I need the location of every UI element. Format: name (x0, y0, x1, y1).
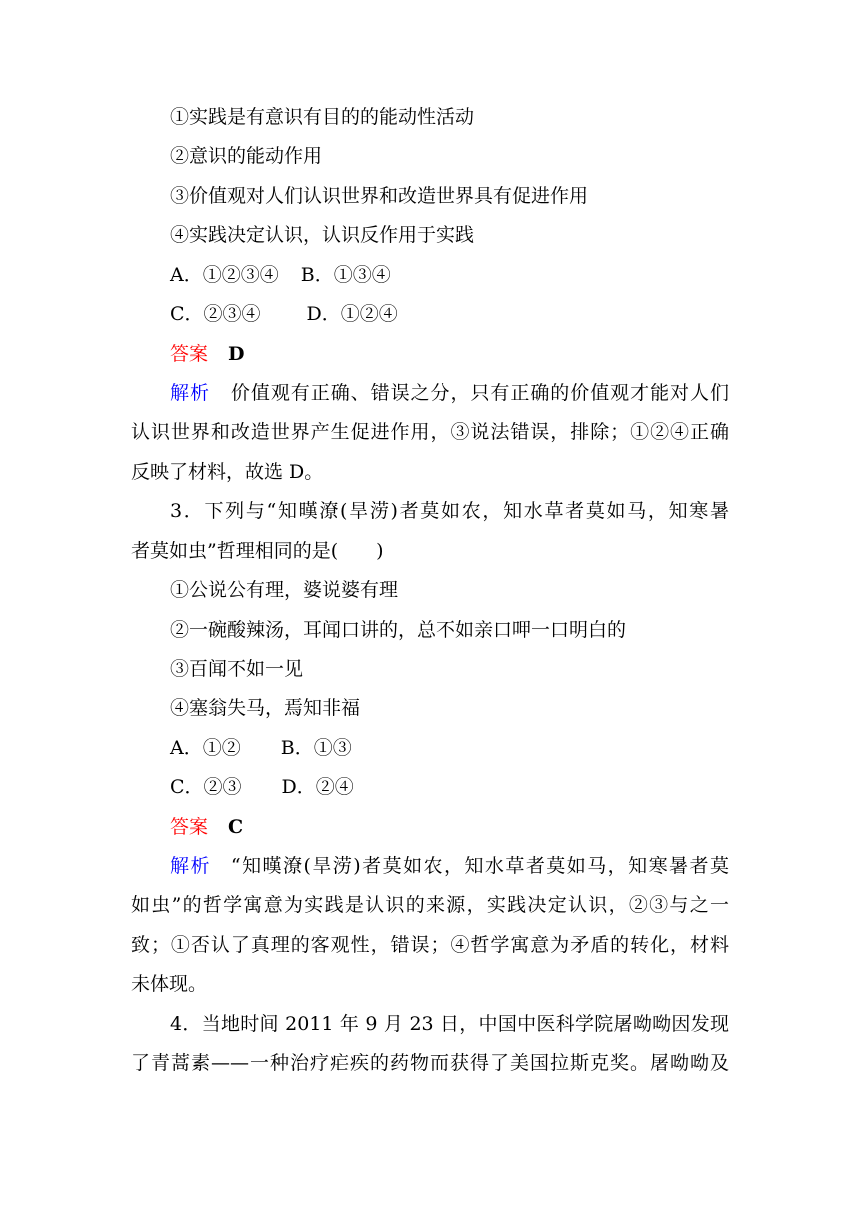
q2-options-row-2 (170, 302, 398, 326)
q2-item-3: ③价值观对人们认识世界和改造世界具有促进作用 (170, 185, 589, 207)
q3-options-row-1 (170, 736, 352, 760)
q2-option-d: D．①②④ (306, 303, 398, 325)
q3-answer-value: C (228, 816, 244, 838)
q3-item-2: ②一碗酸辣汤，耳闻口讲的，总不如亲口呷一口明白的 (170, 619, 627, 641)
q2-item-1: ①实践是有意识有目的的能动性活动 (170, 106, 475, 128)
q3-analysis-label: 解析 (170, 855, 211, 877)
q2-answer-label: 答案 (170, 343, 209, 365)
q3-item-4: ④塞翁失马，焉知非福 (170, 697, 361, 719)
q3-analysis-line-4: 未体现。 (131, 973, 208, 995)
q2-answer-line (170, 342, 245, 366)
q2-options-row-1 (170, 263, 391, 287)
q4-stem-line-2: 了青蒿素——一种治疗疟疾的药物而获得了美国拉斯克奖。屠呦呦及 (131, 1052, 729, 1074)
q2-analysis-label: 解析 (170, 382, 210, 404)
q3-answer-label: 答案 (170, 816, 209, 838)
q3-analysis-line-3: 致；①否认了真理的客观性，错误；④哲学寓意为矛盾的转化，材料 (131, 934, 729, 956)
q3-option-b: B．①③ (280, 737, 352, 759)
q3-answer-line (170, 815, 243, 839)
q2-option-c: C．②③④ (170, 303, 261, 325)
q2-analysis-line-2: 认识世界和改造世界产生促进作用，③说法错误，排除；①②④正确 (131, 421, 729, 443)
q2-answer-value: D (228, 343, 245, 365)
q3-option-a: A．①② (170, 737, 241, 759)
q3-analysis-line-1 (170, 854, 729, 878)
q2-analysis-text-1: 价值观有正确、错误之分，只有正确的价值观才能对人们 (229, 382, 729, 404)
q3-analysis-text-1: “知暵潦(旱涝)者莫如农，知水草者莫如马，知寒暑者莫 (230, 855, 729, 877)
q2-option-b: B．①③④ (300, 264, 391, 286)
q2-item-4: ④实践决定认识，认识反作用于实践 (170, 224, 475, 246)
q2-item-2: ②意识的能动作用 (170, 145, 323, 167)
q3-item-3: ③百闻不如一见 (170, 658, 304, 680)
q2-option-a: A．①②③④ (170, 264, 279, 286)
q3-analysis-line-2: 如虫”的哲学寓意为实践是认识的来源，实践决定认识，②③与之一 (131, 894, 729, 916)
q3-option-d: D．②④ (281, 776, 354, 798)
q2-analysis-line-3: 反映了材料，故选 D。 (131, 461, 324, 483)
q3-stem-line-1: 3．下列与“知暵潦(旱涝)者莫如农，知水草者莫如马，知寒暑 (170, 500, 729, 522)
q3-item-1: ①公说公有理，婆说婆有理 (170, 579, 399, 601)
q2-analysis-line-1 (170, 381, 729, 405)
q4-stem-line-1: 4．当地时间 2011 年 9 月 23 日，中国中医科学院屠呦呦因发现 (170, 1013, 729, 1035)
q3-option-c: C．②③ (170, 776, 242, 798)
q3-options-row-2 (170, 775, 354, 799)
q3-stem-line-2: 者莫如虫”哲理相同的是( ) (131, 540, 384, 562)
